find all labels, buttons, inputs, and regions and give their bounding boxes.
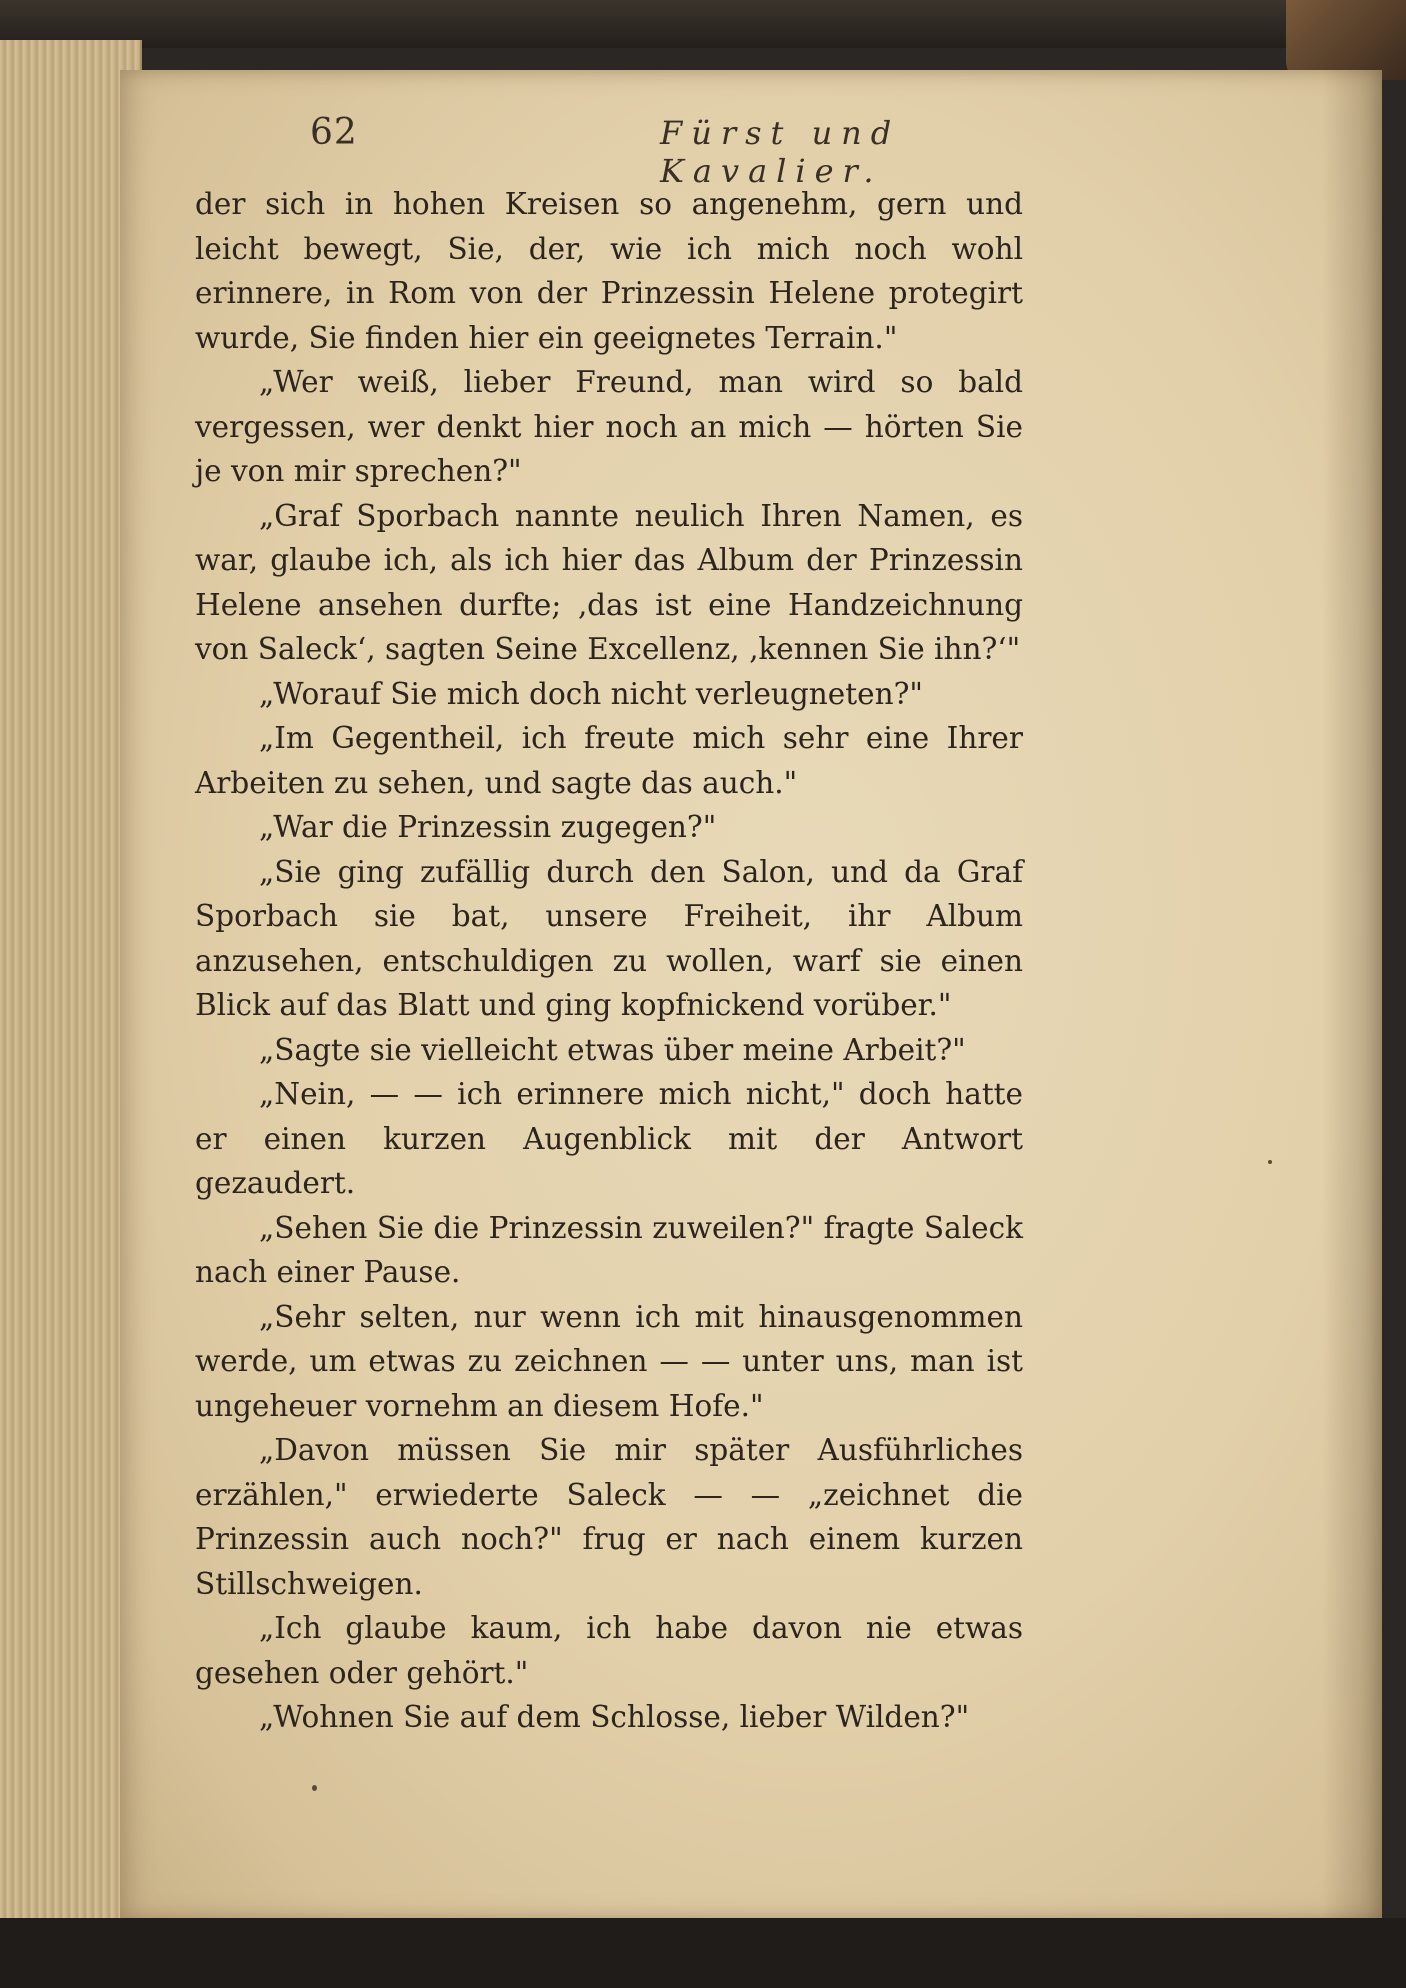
page-header (190, 112, 1010, 190)
paragraph: „Sagte sie vielleicht etwas über meine Arbeit?" (259, 1032, 966, 1067)
paragraph: „Im Gegentheil, ich freute mich sehr eine Ihrer Arbeiten zu sehen, und sagte das auch." (195, 721, 1023, 800)
book-cover-corner (1286, 0, 1406, 80)
paper-speck (312, 1785, 317, 1791)
book-cover-bottom-edge (0, 1918, 1406, 1988)
paragraph: „Sehen Sie die Prinzessin zuweilen?" fragte Saleck nach einer Pause. (195, 1210, 1023, 1289)
paragraph: „Nein, — — ich erinnere mich nicht," doch hatte er einen kurzen Augenblick mit der Antwort gezaudert. (195, 1077, 1023, 1200)
book-cover-top-edge (0, 0, 1406, 48)
page-number: 62 (310, 112, 358, 153)
body-text (195, 182, 1023, 1740)
paragraph: „Graf Sporbach nannte neulich Ihren Namen, es war, glaube ich, als ich hier das Album der Prinzessin Helene ansehen durfte; ‚das ist eine Handzeichnung von Saleck‘, sagten Seine Excellenz, ‚kennen Sie ihn?‘" (195, 498, 1023, 666)
paragraph: „Worauf Sie mich doch nicht verleugneten?" (259, 676, 923, 711)
paragraph: „Sie ging zufällig durch den Salon, und da Graf Sporbach sie bat, unsere Freiheit, ihr Album anzusehen, entschuldigen zu wollen, warf sie einen Blick auf das Blatt und ging kopfnickend vorüber." (195, 854, 1023, 1022)
paragraph: „Davon müssen Sie mir später Ausführliches erzählen," erwiederte Saleck — — „zeichnet die Prinzessin auch noch?" frug er nach einem kurzen Stillschweigen. (195, 1433, 1023, 1601)
paragraph: „Ich glaube kaum, ich habe davon nie etwas gesehen oder gehört." (195, 1611, 1023, 1690)
running-title: Fürst und Kavalier. (660, 114, 901, 190)
gutter-shadow (1322, 70, 1382, 1920)
paragraph: der sich in hohen Kreisen so angenehm, gern und leicht bewegt, Sie, der, wie ich mich noch wohl erinnere, in Rom von der Prinzessin Helene protegirt wurde, Sie finden hier ein geeignetes Terrain." (195, 187, 1023, 355)
paragraph: „War die Prinzessin zugegen?" (259, 810, 717, 844)
paragraph: „Sehr selten, nur wenn ich mit hinausgenommen werde, um etwas zu zeichnen — — unter uns, man ist ungeheuer vornehm an diesem Hofe." (195, 1299, 1023, 1423)
paragraph: „Wohnen Sie auf dem Schlosse, lieber Wilden?" (259, 1700, 970, 1734)
paper-speck (1268, 1160, 1272, 1164)
paragraph: „Wer weiß, lieber Freund, man wird so bald vergessen, wer denkt hier noch an mich — hörten Sie je von mir sprechen?" (195, 365, 1023, 488)
